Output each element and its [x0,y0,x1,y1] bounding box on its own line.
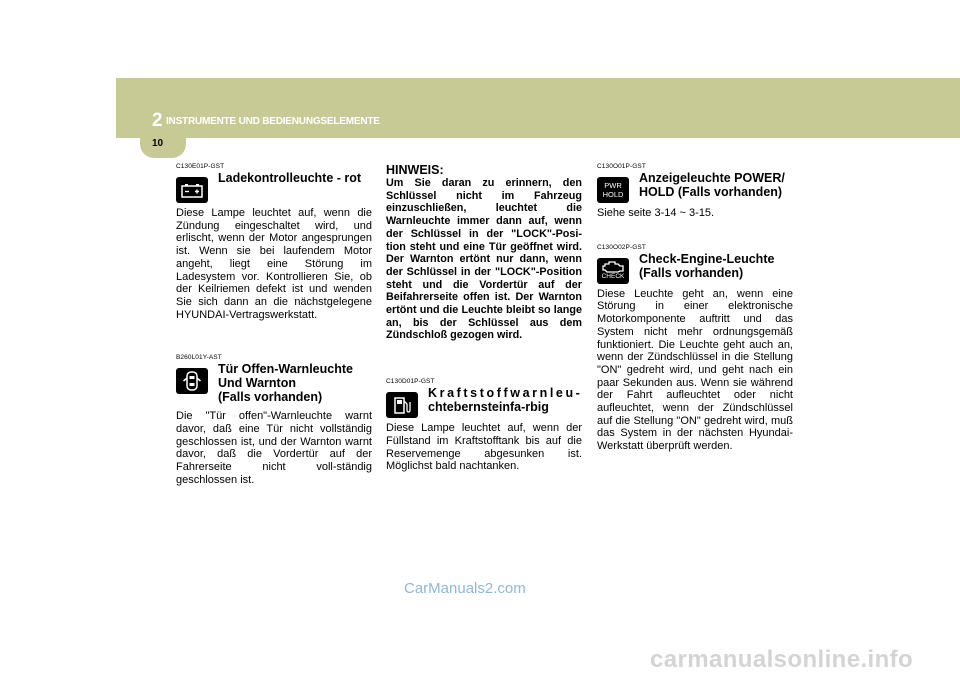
section-code: C130E01P-GST [176,163,225,170]
section-title: Check-Engine-Leuchte (Falls vorhanden) [639,251,775,280]
note-box [386,163,582,342]
section-title: Kraftstoffwarnleu- chtebernsteinfa-rbig [428,386,583,415]
chapter-title: INSTRUMENTE UND BEDIENUNGSELEMENTE [165,116,380,127]
section-title: Anzeigeleuchte POWER/ HOLD (Falls vorhanden) [639,171,785,199]
section-body: Diese Leuchte geht an, wenn eine Störung in einer elektronische Motorkomponente auftritt und das System nicht mehr ordnungsgemäß funktioniert. Die Leuchte geht auch an, wenn der Zündschlüssel in die Stellung "ON" gedreht wird, und geht nach ein paar Sekunden aus. Wenn sie während der Fahrt aufleuchtet oder nicht aufleuchtet, wenn der Zündschlüssel auf die Stellung "ON" gedreht wird, muß das System in der nächsten Hyundai-Werkstatt überprüft werden. [597,287,793,453]
section-code: C130O02P-GST [597,243,646,251]
section-body: Siehe seite 3-14 ~ 3-15. [597,207,715,219]
section-code: B260L01Y-AST [176,354,222,362]
note-title: HINWEIS: [386,163,444,177]
door-open-icon [176,368,208,394]
section-check-engine [597,244,793,453]
note-body: Um Sie daran zu erinnern, den Schlüssel nicht im Fahrzeug einzuschließen, leuchtet die Warnleuchte immer dann auf, wenn der Schlüssel in der "LOCK"-Posi-tion steht und eine Tür geöffnet wird. Der Warnton ertönt nur dann, wenn der Schlüssel in der "LOCK"-Position steht und die Vordertür auf der Beifahrerseite offen ist. Der Warnton ertönt und die Leuchte bleibt so lange an, bis der Schlüssel aus dem Zündschloß gezogen wird. [386,177,582,342]
section-fuel-warning [386,378,582,473]
section-title: Tür Offen-Warnleuchte Und Warnton (Falls vorhanden) [218,362,353,405]
section-door-warning [176,354,372,486]
section-body: Die "Tür offen"-Warnleuchte warnt davor, daß eine Tür nicht vollständig geschlossen ist, und der Warnton warnt davor, daß die Vordertür auf der Fahrerseite nicht voll-ständig geschlossen ist. [176,410,372,486]
watermark-top[interactable]: CarManuals2.com [404,580,526,597]
section-code: C130O01P-GST [597,163,646,170]
column-left [176,163,372,487]
page-number: 10 [152,138,164,149]
section-body: Diese Lampe leuchtet auf, wenn die Zündung eingeschaltet wird, und erlischt, wenn der Motor angesprungen ist. Wenn sie bei laufendem Motor angeht, liegt eine Störung im Ladesystem vor. Kontrollieren Sie, ob der Keilriemen defekt ist und wenden Sie sich dann an die nächstgelegene HYUNDAI-Vertragswerkstatt. [176,207,372,321]
battery-icon [176,177,208,203]
chapter-header [152,110,380,132]
section-body: Diese Lampe leuchtet auf, wenn der Füllstand im Kraftstofftank bis auf die Reservemenge abgesunken ist. Möglichst bald nachtanken. [386,422,582,473]
power-hold-icon: PWR HOLD [597,177,629,203]
fuel-pump-icon [386,392,418,418]
column-middle [386,163,582,473]
check-engine-icon: CHECK [597,258,629,284]
column-right [597,163,793,453]
watermark-bottom[interactable]: carmanualsonline.info [650,646,914,673]
section-charge-warning [176,163,372,321]
section-code: C130D01P-GST [386,378,435,386]
section-power-hold [597,163,793,220]
chapter-number: 2 [152,110,163,131]
section-title: Ladekontrolleuchte - rot [218,171,362,185]
